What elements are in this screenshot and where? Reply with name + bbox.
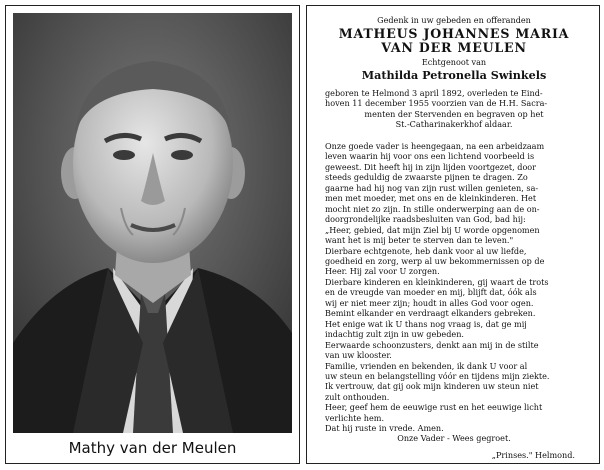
body-line: „Heer, gebied, dat mijn Ziel bij U worde opgenomen	[325, 224, 540, 235]
body-line: steeds geduldig de zwaarste pijnen te dragen. Zo	[325, 172, 528, 183]
body-line: Eerwaarde schoonzusters, denkt aan mij in de stilte	[325, 339, 539, 350]
body-line: Dierbare kinderen en kleinkinderen, gij waart de trots	[325, 276, 549, 287]
body-line: doorgrondelijke raadsbesluiten van God, bad hij:	[325, 214, 526, 225]
printer-credit: „Prinses." Helmond.	[491, 450, 575, 460]
spouse-name: Mathilda Petronella Swinkels	[361, 68, 547, 82]
body-line: mocht niet zo zijn. In stille onderwerping aan de on-	[325, 203, 540, 214]
body-line: Familie, vrienden en bekenden, ik dank U voor al	[325, 360, 528, 371]
body-line: Onze goede vader is heengegaan, na een arbeidzaam	[325, 141, 545, 151]
portrait-illustration	[13, 13, 292, 433]
body-line: gaarne had hij nog van zijn rust willen genieten, sa-	[325, 182, 539, 193]
body-line: indachtig zult zijn in uw gebeden.	[325, 329, 464, 340]
body-line: Dat hij ruste in vrede. Amen.	[325, 423, 444, 434]
body-line: Heer, geef hem de eeuwige rust en het eeuwige licht	[325, 402, 543, 413]
body-line: men met moeder, met ons en de kleinkinderen. Het	[325, 193, 537, 204]
photo-panel	[5, 5, 300, 464]
body-line: Het enige wat ik U thans nog vraag is, dat ge mij	[325, 318, 527, 329]
bio-line: geboren te Helmond 3 april 1892, overleden te Eind-	[325, 88, 543, 98]
body-line: uw steun en belangstelling vóór en tijdens mijn ziekte.	[325, 370, 550, 381]
body-line: zult onthouden.	[325, 391, 390, 402]
body-line: leven waarin hij voor ons een lichtend voorbeeld is	[325, 151, 535, 162]
body-text	[325, 141, 583, 434]
body-line: Dierbare echtgenote, heb dank voor al uw liefde,	[325, 245, 527, 256]
body-line: wij er niet meer zijn; houdt in alles God voor ogen.	[325, 297, 534, 308]
bio-line: St.-Catharinakerkhof aldaar.	[395, 119, 513, 130]
bio-paragraph	[325, 88, 583, 130]
prayer-line: Onze Vader - Wees gegroet.	[397, 433, 511, 443]
bio-line: hoven 11 december 1955 voorzien van de H.H. Sacra-	[325, 98, 548, 109]
body-line: Ik vertrouw, dat gij ook mijn kinderen uw steun niet	[325, 381, 539, 392]
card-header: Gedenk in uw gebeden en offeranden	[377, 15, 531, 25]
spouse-intro: Echtgenoot van	[421, 57, 487, 67]
body-line: Heer. Hij zal voor U zorgen.	[325, 266, 440, 277]
body-line: want het is mij beter te sterven dan te leven."	[325, 235, 514, 246]
body-line: en de vreugde van moeder en mij, blijft dat, óók als	[325, 287, 537, 298]
deceased-name-line2: VAN DER MEULEN	[381, 40, 527, 55]
body-line: van uw klooster.	[325, 350, 392, 361]
body-line: geweest. Dit heeft hij in zijn lijden voortgezet, door	[325, 161, 537, 172]
body-line: verlichte hem.	[325, 412, 385, 423]
photo-caption: Mathy van der Meulen	[68, 439, 237, 457]
deceased-name-line1: MATHEUS JOHANNES MARIA	[338, 26, 570, 41]
bio-line: menten der Stervenden en begraven op het	[364, 108, 544, 119]
memorial-card-text	[306, 5, 600, 464]
body-line: Bemint elkander en verdraagt elkanders gebreken.	[325, 308, 536, 319]
body-line: goedheid en zorg, werp al uw bekommernissen op de	[325, 255, 545, 266]
portrait-photo	[13, 13, 292, 433]
